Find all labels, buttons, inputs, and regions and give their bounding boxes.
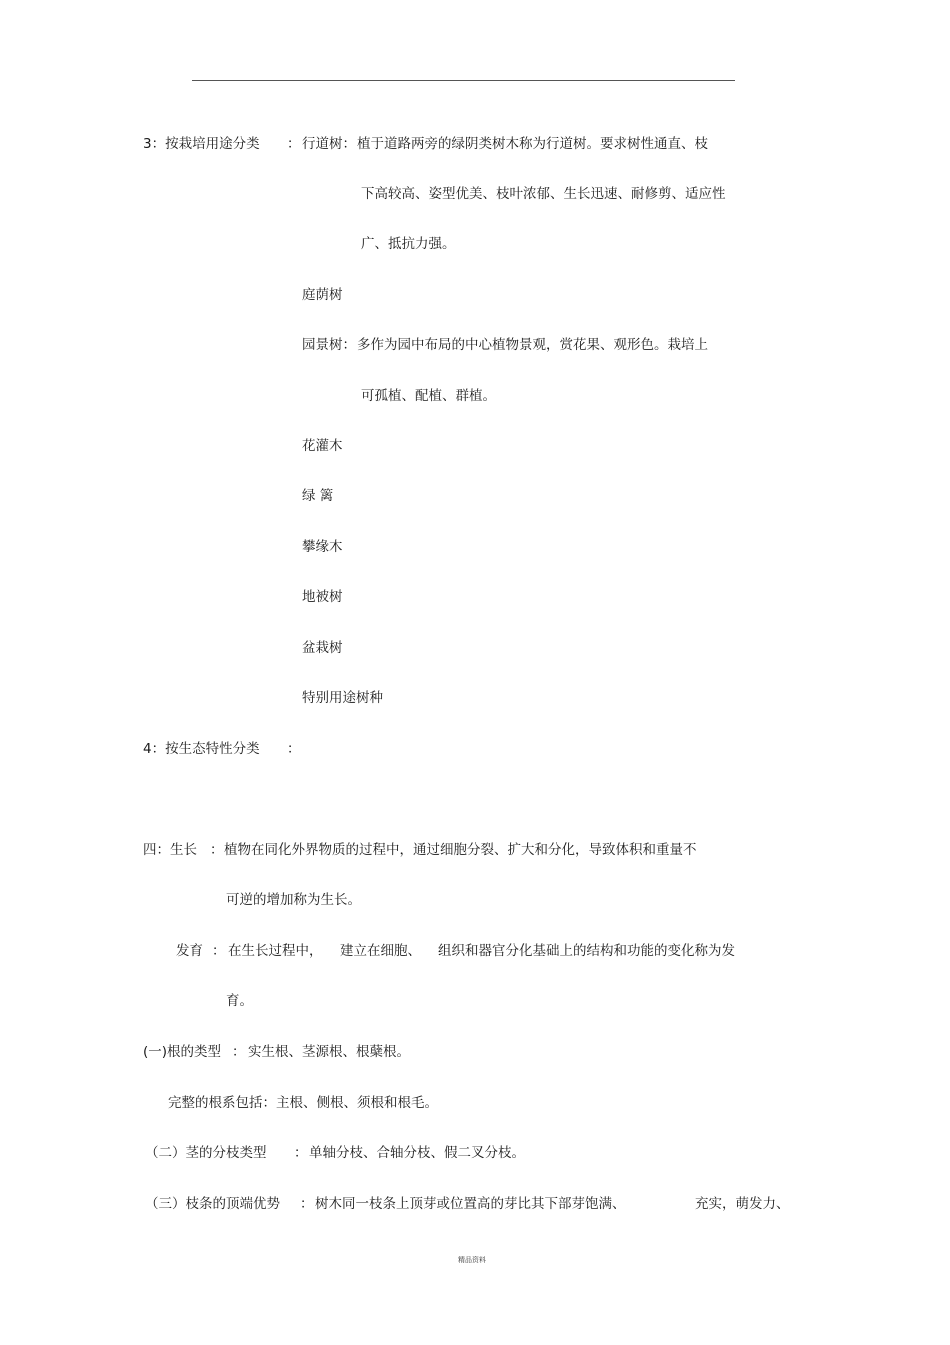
apex-text-a: 树木同一枝条上顶芽或位置高的芽比其下部芽饱满、 (315, 1196, 626, 1212)
apex-text-b: 充实，萌发力、 (695, 1196, 790, 1212)
huaguan-item: 花灌木 (302, 438, 343, 454)
panyuan-item: 攀缘木 (302, 539, 343, 555)
stem-colon: ： (294, 1145, 308, 1161)
root-types: 实生根、茎源根、根蘖根。 (248, 1044, 410, 1060)
xingdao-line-3: 广、抵抗力强。 (361, 236, 456, 252)
lvli-item: 绿 篱 (302, 488, 334, 504)
s4-colon: ： (287, 741, 301, 757)
yuanjing-line-2: 可孤植、配植、群植。 (361, 388, 496, 404)
s3-heading: 3：按栽培用途分类 (143, 136, 260, 152)
xingdao-label: 行道树： (302, 136, 356, 152)
dibei-item: 地被树 (302, 589, 343, 605)
development-text-c: 组织和器官分化基础上的结构和功能的变化称为发 (438, 943, 735, 959)
growth-line-2: 可逆的增加称为生长。 (226, 892, 361, 908)
apex-colon: ： (300, 1196, 314, 1212)
tingyin-item: 庭荫树 (302, 287, 343, 303)
development-colon: ： (212, 943, 226, 959)
yuanjing-line-1: 多作为园中布局的中心植物景观，赏花果、观形色。栽培上 (357, 337, 708, 353)
header-rule (192, 80, 735, 81)
s3-colon: ： (287, 136, 301, 152)
growth-colon: ： (210, 842, 224, 858)
penzai-item: 盆栽树 (302, 640, 343, 656)
development-text-a: 在生长过程中， (228, 943, 323, 959)
root-colon: ： (232, 1044, 246, 1060)
s4-heading: 4：按生态特性分类 (143, 741, 260, 757)
tebie-item: 特别用途树种 (302, 690, 383, 706)
development-label: 发育 (176, 943, 203, 959)
stem-heading: （二）茎的分枝类型 (145, 1145, 267, 1161)
yuanjing-label: 园景树： (302, 337, 356, 353)
xingdao-line-1: 植于道路两旁的绿阴类树木称为行道树。要求树性通直、枝 (357, 136, 708, 152)
development-line-2: 育。 (226, 993, 253, 1009)
xingdao-line-2: 下高较高、姿型优美、枝叶浓郁、生长迅速、耐修剪、适应性 (361, 186, 726, 202)
root-heading: (一)根的类型 (143, 1044, 222, 1060)
apex-heading: （三）枝条的顶端优势 (145, 1196, 280, 1212)
root-system: 完整的根系包括：主根、侧根、须根和根毛。 (168, 1095, 438, 1111)
stem-types: 单轴分枝、合轴分枝、假二叉分枝。 (309, 1145, 525, 1161)
footer-label: 精品资料 (458, 1256, 486, 1264)
growth-line-1: 植物在同化外界物质的过程中，通过细胞分裂、扩大和分化，导致体积和重量不 (224, 842, 697, 858)
growth-heading: 四：生长 (143, 842, 197, 858)
development-text-b: 建立在细胞、 (340, 943, 421, 959)
